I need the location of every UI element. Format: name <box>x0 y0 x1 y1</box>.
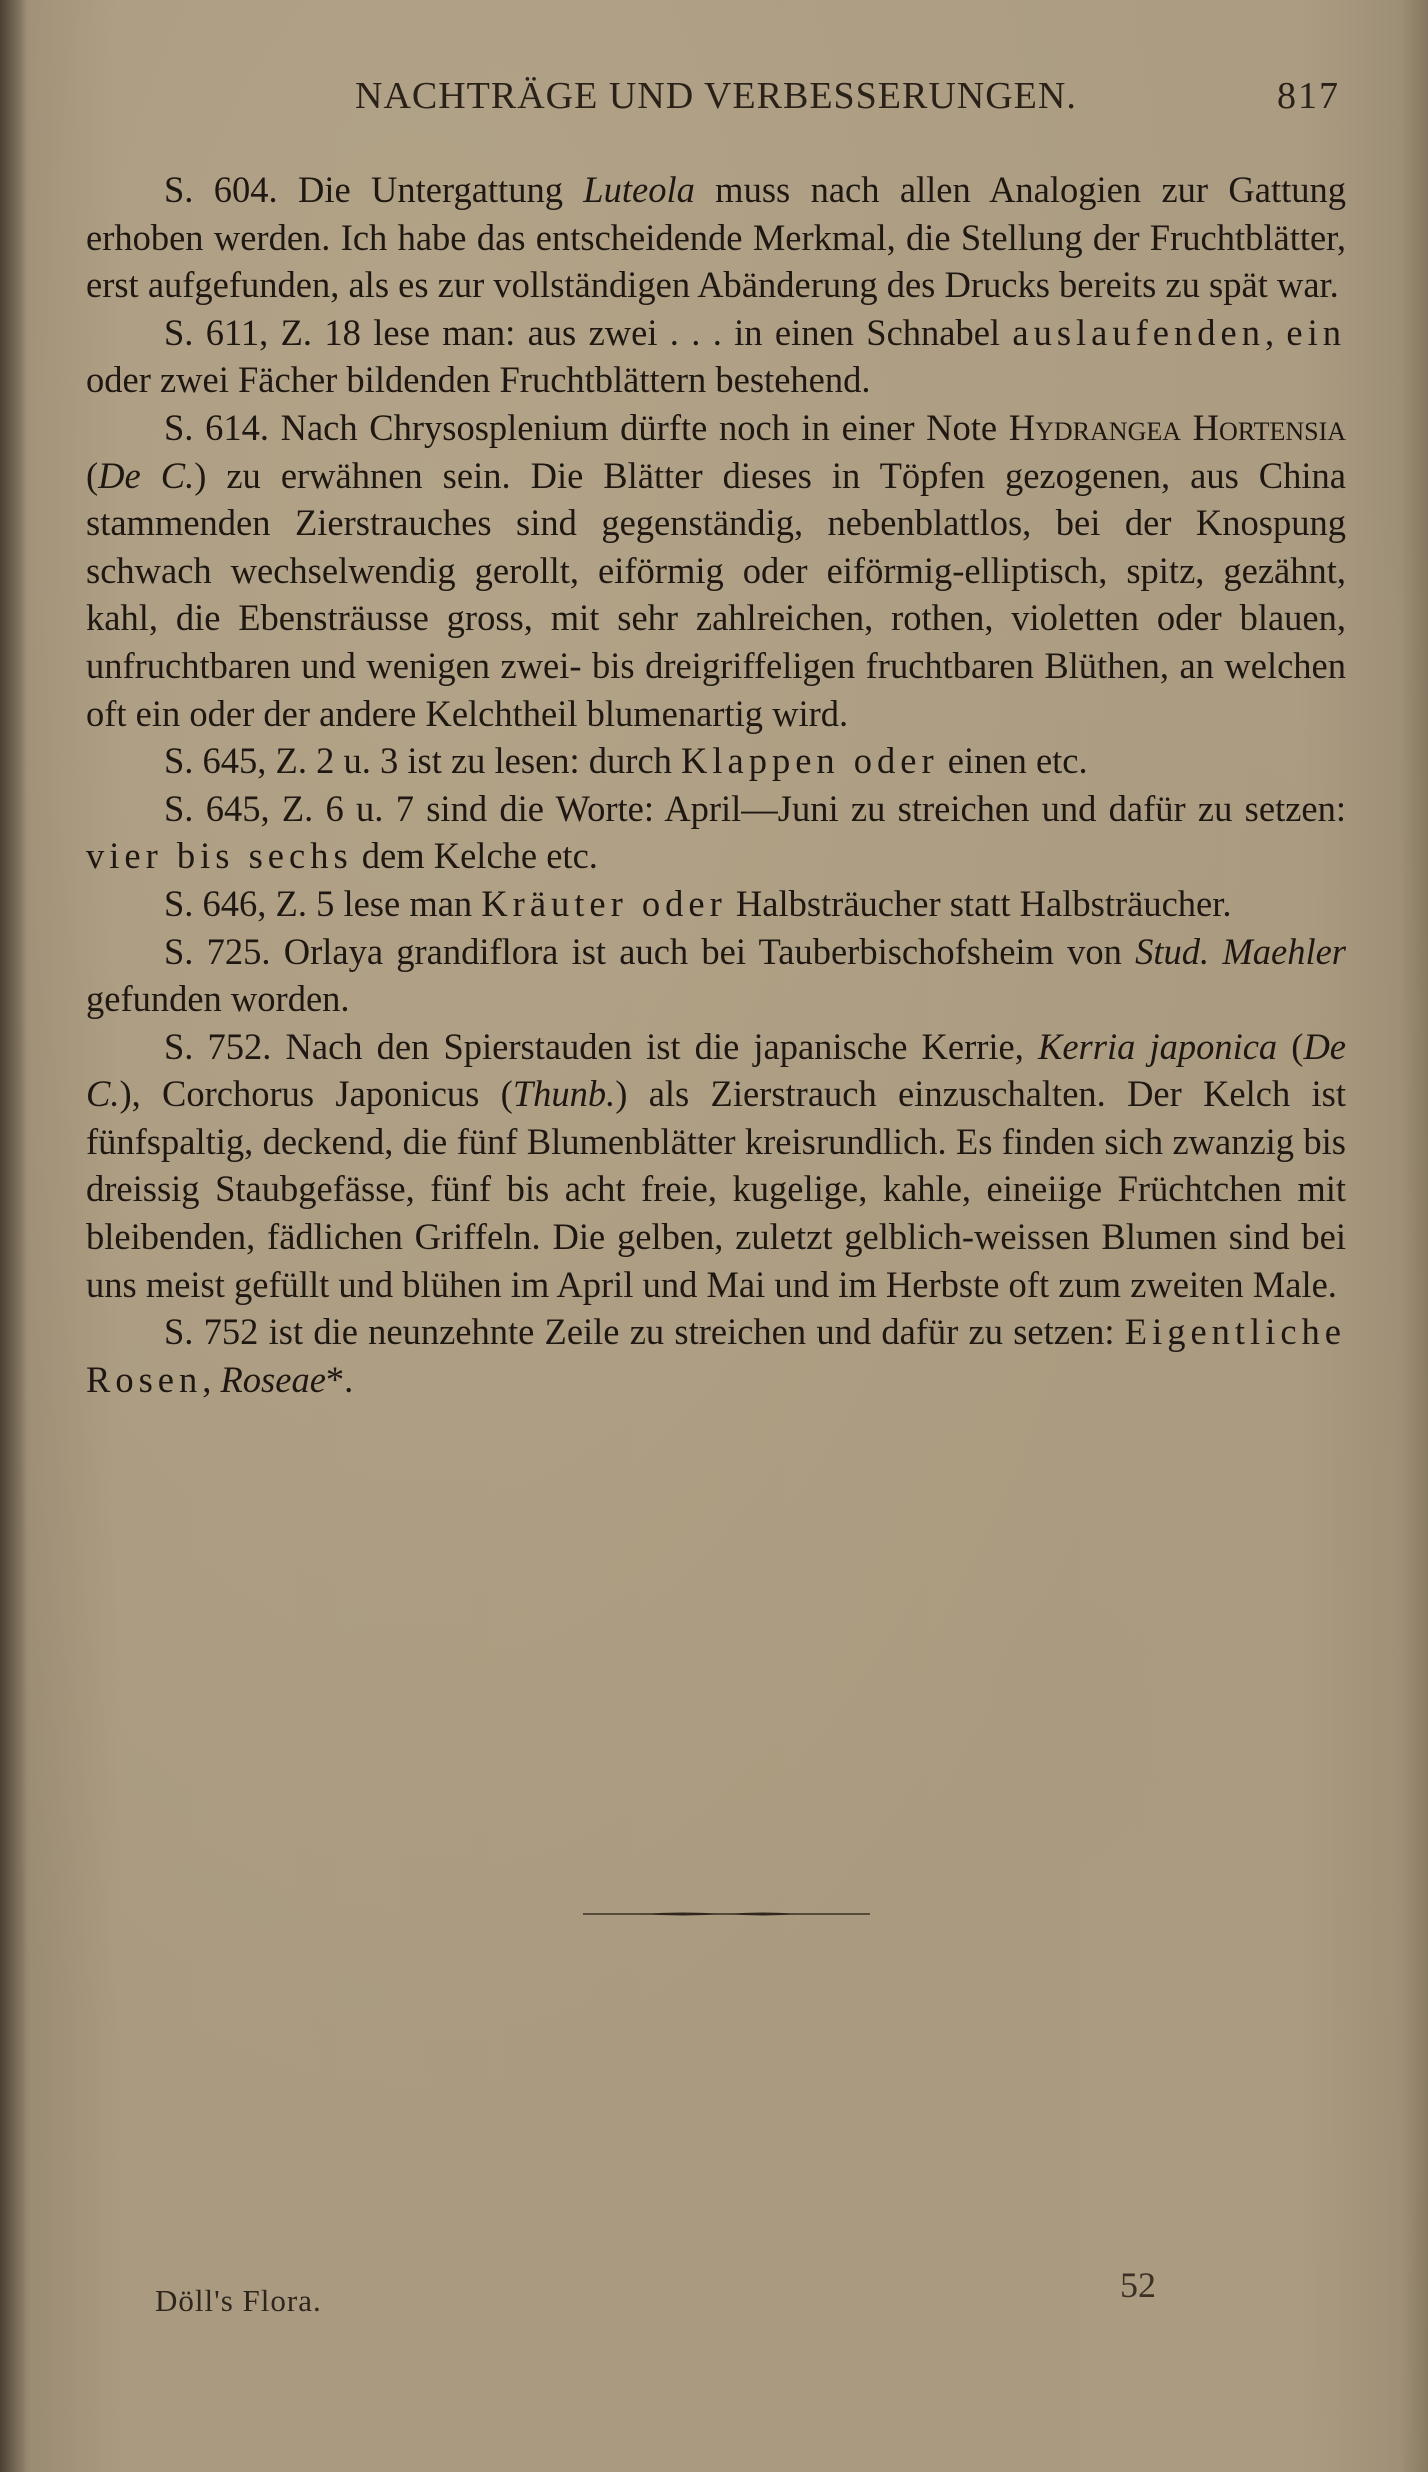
page-number: 817 <box>1277 75 1340 117</box>
paragraph-s611: S. 611, Z. 18 lese man: aus zwei . . . in einen Schnabel auslaufenden, ein oder zwei Fächer bildenden Fruchtblättern bestehend. <box>86 311 1347 401</box>
running-header <box>355 74 1340 124</box>
paragraph-s645-a: S. 645, Z. 2 u. 3 ist zu lesen: durch Klappen oder einen etc. <box>164 740 1088 782</box>
running-title: NACHTRÄGE UND VERBESSERUNGEN. <box>355 75 1077 117</box>
paragraph-s725: S. 725. Orlaya grandiflora ist auch bei Tauberbischofsheim von Stud. Maehler gefunden worden. <box>86 930 1346 1020</box>
paragraph-s752-a: S. 752. Nach den Spierstauden ist die japanische Kerrie, Kerria japonica (De C.), Corchorus Japonicus (Thunb.) als Zierstrauch einzuschalten. Der Kelch ist fünfspaltig, deckend, die fünf Blumenblätter kreisrundlich. Es finden sich zwanzig bis dreissig Staubgefässe, fünf bis acht freie, kugelige, kahle, eineiige Früchtchen mit bleibenden, fädlichen Griffeln. Die gelben, zuletzt gelblich-weissen Blumen sind bei uns meist gefüllt und blühen im April und Mai und im Herbste oft zum zweiten Male. <box>86 1025 1346 1305</box>
paragraph-s645-b: S. 645, Z. 6 u. 7 sind die Worte: April—Juni zu streichen und dafür zu setzen: vier bis sechs dem Kelche etc. <box>86 787 1346 877</box>
paragraph-s646: S. 646, Z. 5 lese man Kräuter oder Halbsträucher statt Halbsträucher. <box>164 882 1232 924</box>
end-ornament-rule <box>583 1910 870 1918</box>
paragraph-s614: S. 614. Nach Chrysosplenium dürfte noch in einer Note Hydrangea Hortensia (De C.) zu erwähnen sein. Die Blätter dieses in Töpfen gezogenen, aus China stammenden Zierstrauches sind gegenständig, nebenblattlos, bei der Knospung schwach wechselwendig gerollt, eiförmig oder eiförmig-elliptisch, spitz, gezähnt, kahl, die Ebensträusse gross, mit sehr zahlreichen, rothen, violetten oder blauen, unfruchtbaren und wenigen zwei- bis dreigriffeligen fruchtbaren Blüthen, an welchen oft ein oder der andere Kelchtheil blumenartig wird. <box>86 406 1346 734</box>
paragraph-s752-b: S. 752 ist die neunzehnte Zeile zu streichen und dafür zu setzen: Eigentliche Rosen, Roseae*. <box>86 1311 1346 1400</box>
page-gutter-shadow <box>0 0 26 2472</box>
sheet-number: 52 <box>1120 2265 1156 2305</box>
paragraph-s604: S. 604. Die Untergattung Luteola muss nach allen Analogien zur Gattung erhoben werden. Ich habe das entscheidende Merkmal, die Stellung der Fruchtblätter, erst aufgefunden, als es zur vollständigen Abänderung des Drucks bereits zu spät war. <box>86 169 1346 306</box>
signature-mark: Döll's Flora. <box>155 2283 322 2318</box>
errata-text <box>86 166 1346 1403</box>
